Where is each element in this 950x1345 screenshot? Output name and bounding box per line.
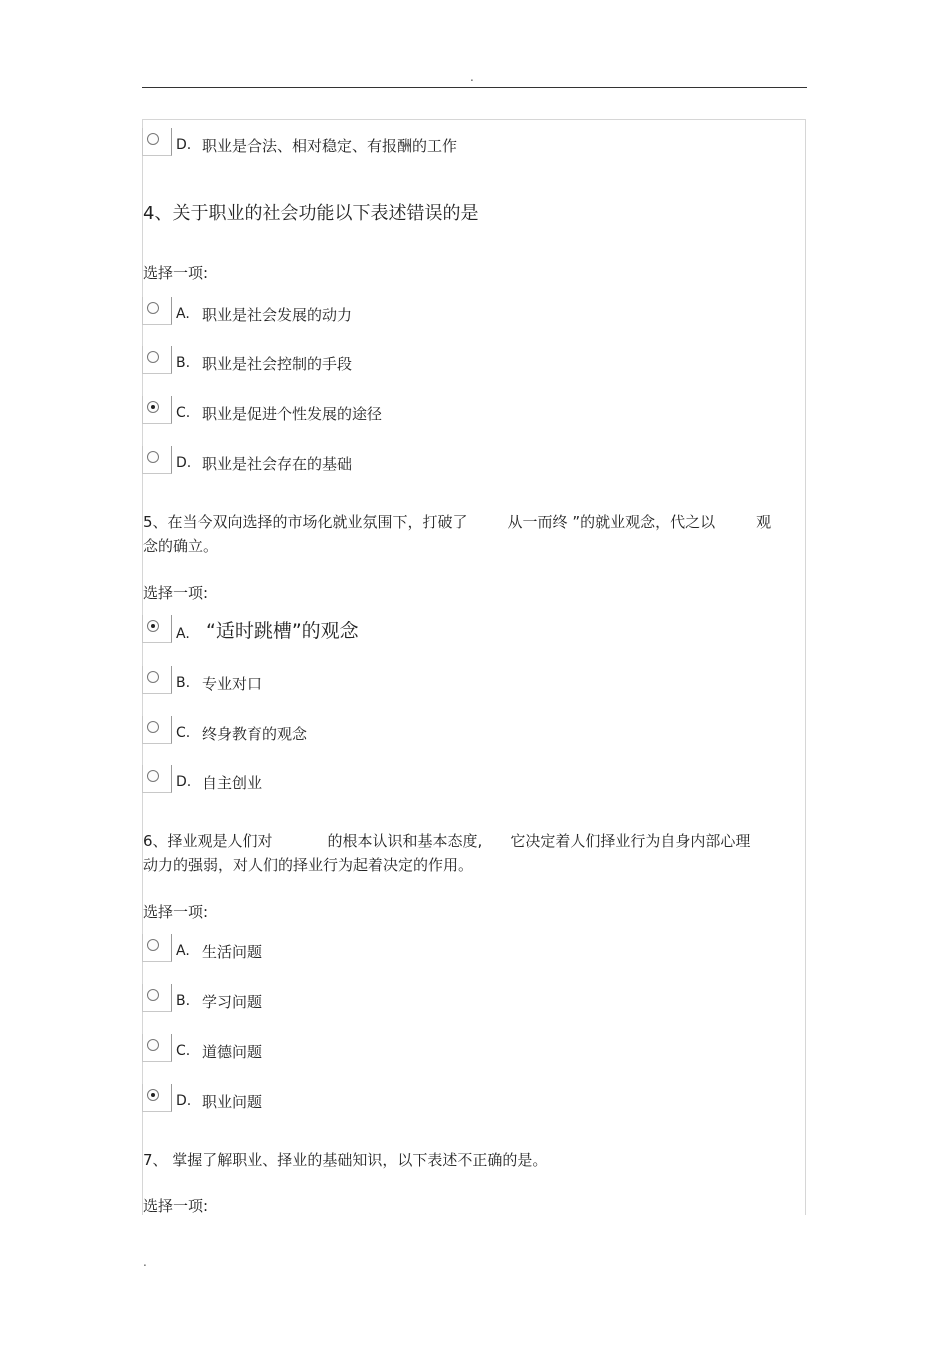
- option-letter: D.: [176, 1093, 192, 1109]
- radio-frame: [142, 446, 172, 474]
- option-letter: C.: [176, 405, 191, 421]
- q6-title: [143, 829, 807, 877]
- option-text: 学习问题: [202, 993, 263, 1011]
- footer-mark: .: [143, 1255, 147, 1269]
- radio-selected-icon[interactable]: [147, 401, 159, 413]
- option-text: 职业是促进个性发展的途径: [202, 405, 383, 423]
- radio-icon[interactable]: [147, 989, 159, 1001]
- q6-title-part2: 的根本认识和基本态度,: [327, 832, 483, 850]
- option-text: 终身教育的观念: [202, 725, 308, 743]
- q5-title-part1: 5、在当今双向选择的市场化就业氛围下，打破了: [143, 513, 468, 531]
- option-text: 职业是社会存在的基础: [202, 455, 353, 473]
- option-text: 职业是社会控制的手段: [202, 355, 353, 373]
- q5-title-line2: 念的确立。: [143, 537, 219, 555]
- radio-frame: [142, 765, 172, 793]
- q5-prompt: 选择一项:: [143, 584, 209, 602]
- radio-frame: [142, 716, 172, 744]
- option-text: 生活问题: [202, 943, 263, 961]
- radio-selected-icon[interactable]: [147, 1089, 159, 1101]
- option-letter: A.: [176, 626, 190, 642]
- radio-frame: [142, 396, 172, 424]
- header-rule: [142, 87, 807, 88]
- radio-frame: [142, 346, 172, 374]
- option-letter: C.: [176, 1043, 191, 1059]
- q6-title-part3: 它决定着人们择业行为自身内部心理: [510, 832, 751, 850]
- radio-frame: [142, 297, 172, 325]
- radio-frame: [142, 128, 172, 156]
- q4-title: 4、关于职业的社会功能以下表述错误的是: [143, 203, 479, 224]
- option-letter: D.: [176, 774, 192, 790]
- option-text: 职业是合法、相对稳定、有报酬的工作: [202, 137, 458, 155]
- option-letter: D.: [176, 455, 192, 471]
- option-letter: B.: [176, 355, 191, 371]
- q5-title-part2: 从一而终 ”的就业观念，代之以: [507, 513, 716, 531]
- q5-title-part3: 观: [756, 513, 772, 531]
- option-letter: C.: [176, 725, 191, 741]
- radio-icon[interactable]: [147, 351, 159, 363]
- radio-icon[interactable]: [147, 451, 159, 463]
- option-letter: D.: [176, 137, 192, 153]
- radio-frame: [142, 1034, 172, 1062]
- q6-title-line2: 动力的强弱，对人们的择业行为起着决定的作用。: [143, 856, 474, 874]
- option-text: 专业对口: [202, 675, 263, 693]
- radio-frame: [142, 666, 172, 694]
- option-text: 自主创业: [202, 774, 263, 792]
- radio-frame: [142, 615, 172, 643]
- option-text: 职业问题: [202, 1093, 263, 1111]
- radio-frame: [142, 984, 172, 1012]
- option-letter: A.: [176, 943, 190, 959]
- radio-icon[interactable]: [147, 302, 159, 314]
- radio-icon[interactable]: [147, 939, 159, 951]
- q6-title-part1: 6、择业观是人们对: [143, 832, 273, 850]
- option-letter: B.: [176, 993, 191, 1009]
- option-letter: B.: [176, 675, 191, 691]
- radio-icon[interactable]: [147, 1039, 159, 1051]
- radio-icon[interactable]: [147, 671, 159, 683]
- q7-prompt: 选择一项:: [143, 1197, 209, 1215]
- radio-icon[interactable]: [147, 133, 159, 145]
- option-text: 道德问题: [202, 1043, 263, 1061]
- radio-icon[interactable]: [147, 770, 159, 782]
- option-letter: A.: [176, 306, 190, 322]
- radio-icon[interactable]: [147, 721, 159, 733]
- q6-prompt: 选择一项:: [143, 903, 209, 921]
- radio-selected-icon[interactable]: [147, 620, 159, 632]
- q4-prompt: 选择一项:: [143, 264, 209, 282]
- q5-title: [143, 510, 807, 558]
- option-text: 职业是社会发展的动力: [202, 306, 353, 324]
- radio-frame: [142, 1084, 172, 1112]
- radio-frame: [142, 934, 172, 962]
- q7-title: 7、 掌握了解职业、择业的基础知识，以下表述不正确的是。: [143, 1151, 548, 1169]
- option-text: “适时跳槽”的观念: [206, 620, 359, 642]
- header-mark: .: [470, 70, 474, 84]
